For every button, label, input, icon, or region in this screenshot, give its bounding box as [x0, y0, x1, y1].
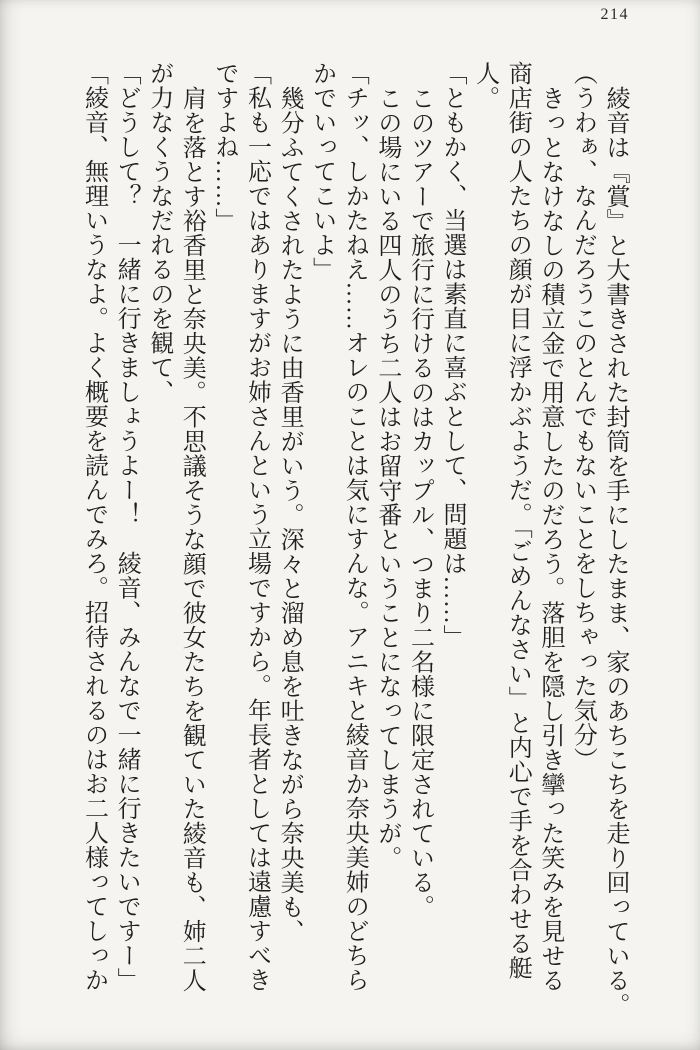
text-line: （うわぁ、なんだろうこのとんでもないことをしちゃった気分） — [569, 61, 596, 772]
text-line: きっとなけなしの積立金で用意したのだろう。落胆を隠し引き攣った笑みを見せる — [536, 86, 563, 993]
text-line: ですよね……」 — [210, 61, 237, 233]
text-line: 肩を落とす裕香里と奈央美。不思議そうな顔で彼女たちを観ていた綾音も、姉二人 — [178, 86, 205, 993]
text-line: このツアーで旅行に行けるのはカップル、つまり二名様に限定されている。 — [406, 86, 433, 919]
text-line: 「どうして？ 一緒に行きましょうよー！ 綾音、みんなで一緒に行きたいですー」 — [113, 61, 140, 992]
text-line: が力なくうなだれるのを観て、 — [145, 61, 172, 404]
text-line: 商店街の人たちの顔が目に浮かぶようだ。「ごめんなさい」と内心で手を合わせる艇 — [504, 61, 531, 980]
text-line: 綾音は『賞』と大書きされた封筒を手にしたまま、家のあちこちを走り回っている。 — [602, 86, 628, 1017]
text-line: 「ともかく、当選は素直に喜ぶとして、問題は……」 — [439, 61, 466, 649]
text-line: 「私も一応ではありますがお姉さんという立場ですから。年長者としては遠慮すべき — [243, 61, 270, 992]
text-line: 「綾音、無理いうなよ。よく概要を読んでみろ。招待されるのはお二人様ってしっか — [80, 61, 107, 992]
vertical-text-block — [77, 61, 631, 1017]
text-line: 人。 — [471, 61, 498, 110]
text-line: かでいってこいよ」 — [308, 61, 335, 282]
page-number: 214 — [600, 6, 629, 23]
text-line: 「チッ、しかたねえ……オレのことは気にすんな。アニキと綾音か奈央美姉のどちら — [341, 61, 368, 992]
text-line: 幾分ふてくされたように由香里がいう。深々と溜め息を吐きながら奈央美も、 — [276, 86, 303, 944]
text-line: この場にいる四人のうち二人はお留守番ということになってしまうが。 — [373, 86, 400, 870]
